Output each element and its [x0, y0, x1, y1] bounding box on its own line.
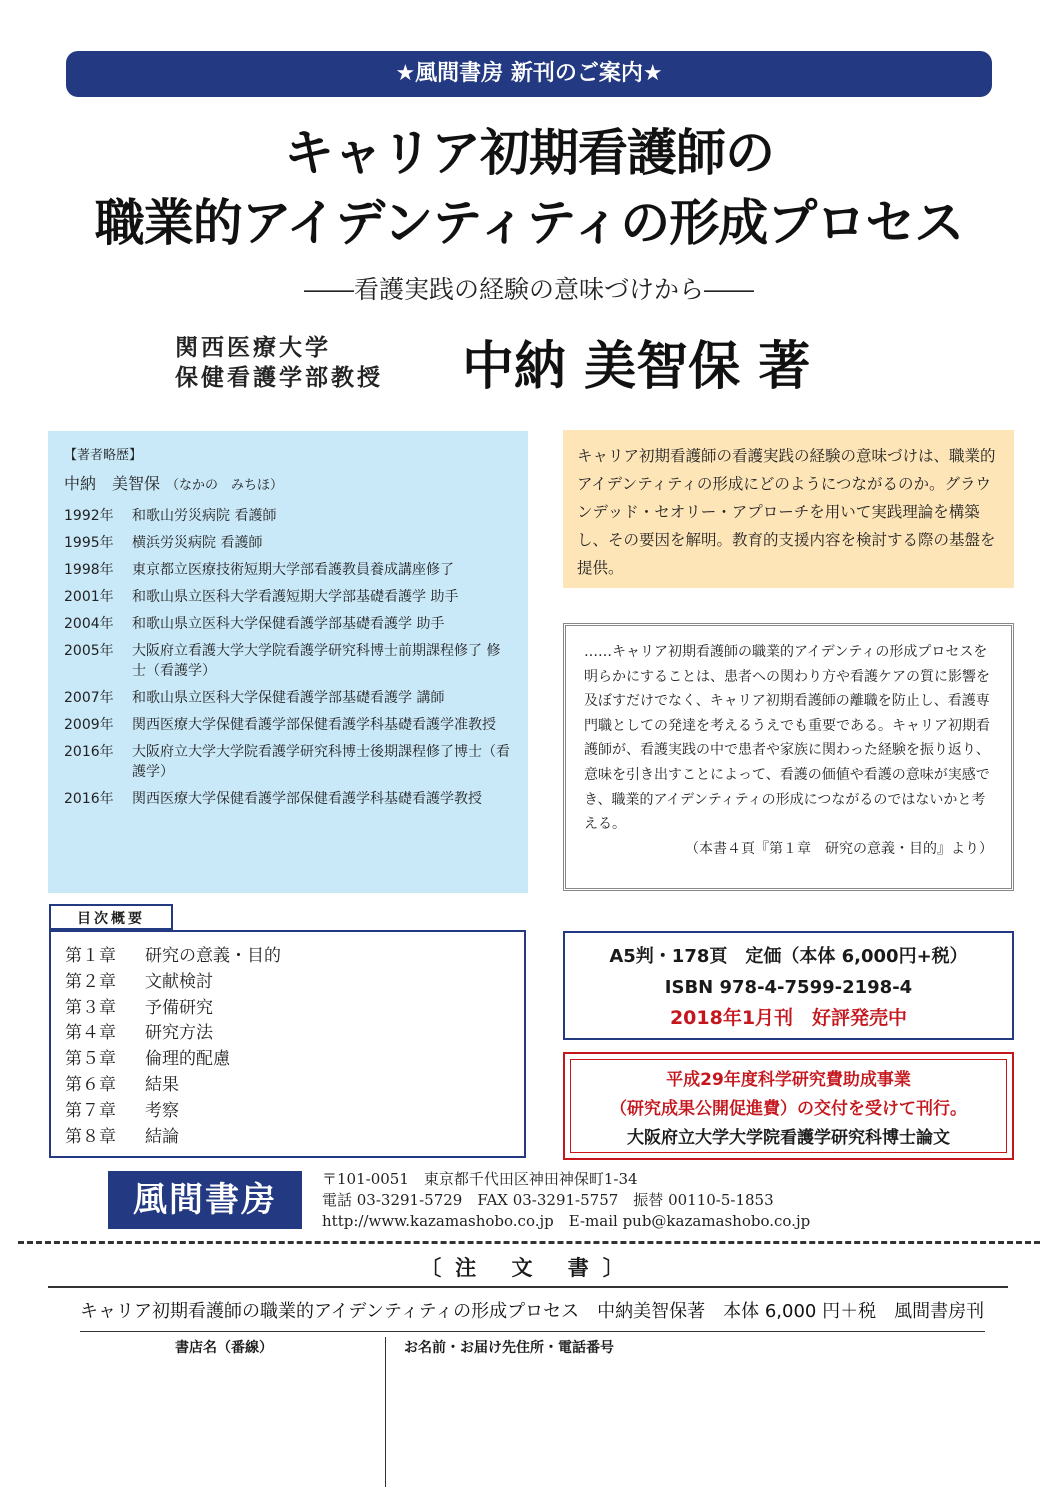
quote-source: （本書４頁『第１章 研究の意義・目的』より）: [685, 840, 993, 857]
bio-desc: 関西医療大学保健看護学部保健看護学科基礎看護学教授: [132, 791, 482, 807]
toc-item: [65, 1099, 510, 1125]
bio-desc: 東京都立医療技術短期大学部看護教員養成講座修了: [132, 562, 454, 578]
bio-desc: 大阪府立看護大学大学院看護学研究科博士前期課程修了 修士（看護学）: [132, 643, 501, 679]
bio-desc: 和歌山県立医科大学看護短期大学部基礎看護学 助手: [132, 589, 459, 605]
bio-entry: [64, 715, 512, 735]
bio-entry: [64, 641, 512, 681]
bio-entry: [64, 742, 512, 782]
quote-text: ……キャリア初期看護師の職業的アイデンティの形成プロセスを明らかにすることは、患者への関わり方や看護ケアの質に影響を及ぼすだけでなく、キャリア初期看護師の離職を防止し、看護専門職としての発達を考えるうえでも重要である。キャリア初期看護師が、看護実践の中で患者や家族に関わった経験を振り返り、意味を引き出すことによって、看護の価値や看護の意味が実感でき、職業的アイデンティティの形成につながるのではないかと考える。: [584, 644, 990, 833]
toc-chapter-title: 考察: [145, 1100, 179, 1121]
bio-year: 2016年: [64, 744, 114, 760]
toc-chapter-num: 第４章: [65, 1023, 116, 1044]
order-bookstore-label: 書店名（番線）: [175, 1340, 273, 1356]
bio-desc: 横浜労災病院 看護師: [132, 535, 263, 551]
bio-heading: 【著者略歴】: [64, 448, 143, 463]
cut-line: [18, 1241, 1040, 1244]
publisher-contact: [322, 1169, 810, 1232]
toc-chapter-num: 第７章: [65, 1100, 116, 1121]
toc-item: [65, 996, 510, 1022]
toc-chapter-title: 結果: [145, 1074, 179, 1095]
bio-name-reading: （なかの みちほ）: [166, 478, 284, 493]
toc-chapter-num: 第６章: [65, 1074, 116, 1095]
grant-line3: 大阪府立大学大学院看護学研究科博士論文: [627, 1128, 950, 1148]
toc-chapter-title: 予備研究: [145, 997, 213, 1018]
toc-item: [65, 1021, 510, 1047]
order-customer-label: お名前・お届け先住所・電話番号: [404, 1340, 614, 1356]
bio-name-text: 中納 美智保: [64, 474, 161, 493]
bio-year: 2005年: [64, 643, 114, 659]
book-subtitle: ――看護実践の経験の意味づけから――: [303, 275, 754, 304]
toc-item: [65, 970, 510, 996]
author-biography: [48, 431, 528, 893]
book-title-line1: キャリア初期看護師の: [284, 123, 774, 182]
bio-desc: 大阪府立大学大学院看護学研究科博士後期課程修了博士（看護学）: [132, 744, 510, 780]
bio-name: [64, 471, 512, 494]
book-summary: キャリア初期看護師の看護実践の経験の意味づけは、職業的アイデンティティの形成にどのようにつながるのか。グラウンデッド・セオリー・アプローチを用いて実践理論を構築し、その要因を解明。教育的支援内容を検討する際の基盤を提供。: [563, 430, 1014, 588]
toc-chapter-num: 第８章: [65, 1126, 116, 1147]
order-divider-top: [48, 1286, 1008, 1288]
toc-heading: 目次概要: [49, 904, 173, 930]
bio-entry: [64, 560, 512, 580]
book-quote: [563, 623, 1014, 891]
bio-desc: 和歌山県立医科大学保健看護学部基礎看護学 助手: [132, 616, 445, 632]
publisher-address: 〒101-0051 東京都千代田区神田神保町1-34: [322, 1170, 638, 1188]
order-column-divider: [385, 1337, 386, 1487]
bio-year: 1998年: [64, 562, 114, 578]
book-format-price: A5判・178頁 定価（本体 6,000円+税）: [609, 946, 968, 967]
toc-chapter-title: 文献検討: [145, 971, 213, 992]
announcement-banner: ★風間書房 新刊のご案内★: [66, 51, 992, 97]
order-divider-bottom: [80, 1331, 985, 1332]
author-affiliation: [175, 333, 383, 393]
publisher-web[interactable]: http://www.kazamashobo.co.jp E-mail pub@kazamashobo.co.jp: [322, 1212, 811, 1230]
bio-desc: 和歌山県立医科大学保健看護学部基礎看護学 講師: [132, 690, 445, 706]
toc-item: [65, 1073, 510, 1099]
bio-year: 1995年: [64, 535, 114, 551]
toc-item: [65, 1047, 510, 1073]
bio-entry: [64, 506, 512, 526]
bio-entry: [64, 587, 512, 607]
bio-year: 2007年: [64, 690, 114, 706]
bio-entry: [64, 614, 512, 634]
toc-chapter-num: 第５章: [65, 1049, 116, 1070]
affiliation-line1: 関西医療大学: [175, 334, 331, 361]
bio-desc: 和歌山労災病院 看護師: [132, 508, 277, 524]
toc-chapter-num: 第１章: [65, 946, 116, 966]
grant-line2: （研究成果公開促進費）の交付を受けて刊行。: [610, 1099, 967, 1119]
bio-year: 2004年: [64, 616, 114, 632]
bio-entry: [64, 789, 512, 809]
grant-inner: [570, 1059, 1007, 1153]
affiliation-line2: 保健看護学部教授: [175, 364, 383, 391]
order-book-line: キャリア初期看護師の職業的アイデンティティの形成プロセス 中納美智保著 本体 6,000 円＋税 風間書房刊: [80, 1301, 985, 1322]
bio-year: 2016年: [64, 791, 114, 807]
book-title-line2: 職業的アイデンティティの形成プロセス: [94, 193, 964, 252]
publisher-logo: 風間書房: [108, 1171, 302, 1229]
bio-entry: [64, 688, 512, 708]
toc-item: [65, 1125, 510, 1151]
bio-year: 2009年: [64, 717, 114, 733]
bio-entry: [64, 533, 512, 553]
toc-chapter-title: 結論: [145, 1126, 179, 1147]
toc-chapter-title: 研究方法: [145, 1023, 213, 1044]
toc-chapter-title: 倫理的配慮: [145, 1049, 230, 1070]
grant-line1: 平成29年度科学研究費助成事業: [666, 1070, 911, 1090]
publisher-phone: 電話 03-3291-5729 FAX 03-3291-5757 振替 00110-5-1853: [322, 1191, 774, 1209]
table-of-contents: [49, 930, 526, 1158]
toc-item: [65, 944, 510, 970]
bio-year: 2001年: [64, 589, 114, 605]
toc-chapter-num: 第３章: [65, 997, 116, 1018]
book-info-box: [563, 931, 1014, 1040]
grant-box: [563, 1052, 1014, 1160]
toc-chapter-title: 研究の意義・目的: [145, 946, 281, 966]
author-byline: 中納 美智保 著: [462, 336, 811, 397]
order-form-title: 〔注 文 書〕: [420, 1256, 638, 1280]
book-release: 2018年1月刊 好評発売中: [669, 1007, 908, 1029]
toc-chapter-num: 第２章: [65, 971, 116, 992]
bio-year: 1992年: [64, 508, 114, 524]
book-isbn: ISBN 978-4-7599-2198-4: [664, 977, 913, 998]
bio-desc: 関西医療大学保健看護学部保健看護学科基礎看護学准教授: [132, 717, 496, 733]
